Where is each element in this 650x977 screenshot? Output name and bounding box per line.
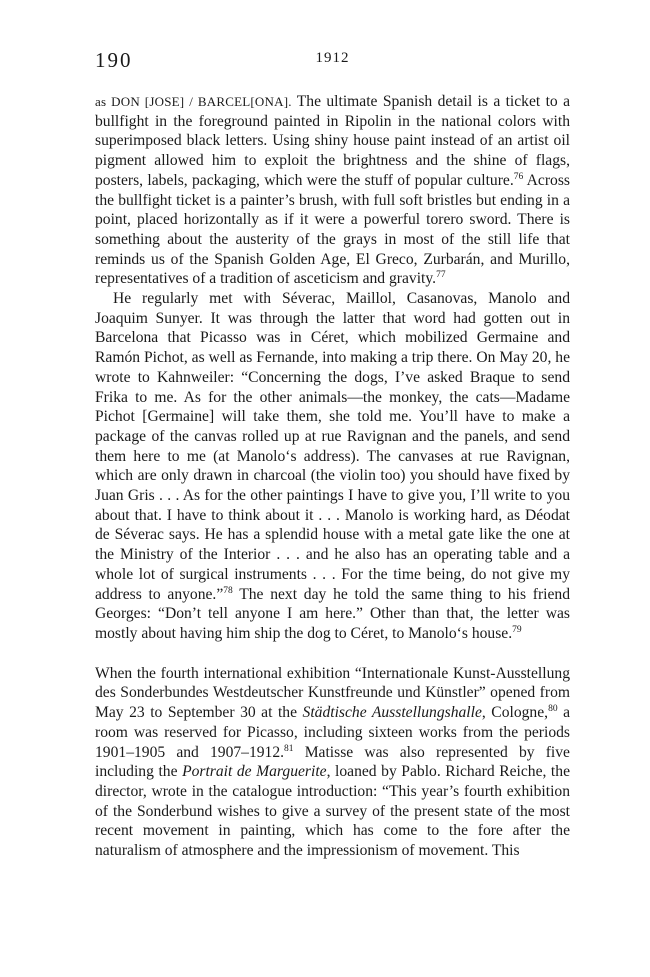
running-header <box>95 48 570 72</box>
paragraph-2 <box>95 289 570 644</box>
paragraph-3 <box>95 664 570 861</box>
italic-venue: Städtische Ausstellungshalle <box>302 704 482 722</box>
paragraph-3-text-a: When the fourth international exhibition “Internationale Kunst-Ausstellung des Sonderbundes Westdeutscher Kunstfreunde und Künstler” opened from May 23 to September 30 at the <box>95 664 570 722</box>
italic-artwork-title: Portrait de Marguerite <box>182 763 327 781</box>
paragraph-1-text-b: Across the bullfight ticket is a painter’s brush, with full soft bristles but ending in a point, placed horizontally as if it were a powerful torero sword. There is something about the austerity of the grays in most of the still life that reminds us of the Spanish Golden Age, El Greco, Zurbarán, and Murillo, representatives of a tradition of asceticism and gravity. <box>95 171 570 288</box>
footnote-ref-76: 76 <box>513 171 524 182</box>
body-text <box>95 92 570 861</box>
paragraph-3-text-c: a room was reserved for Picasso, including sixteen works from the periods 1901–1905 and 1907–1912. <box>95 704 571 761</box>
paragraph-2-text-b: The next day he told the same thing to his friend Georges: “Don’t tell anyone I am here.” Other than that, the letter was mostly about having him ship the dog to Céret, to Manolo‘s house. <box>95 585 571 642</box>
paragraph-3-text-d: Matisse was also represented by five including the <box>95 743 570 781</box>
footnote-ref-79: 79 <box>512 624 522 635</box>
paragraph-3-text-b: , Cologne, <box>481 704 549 722</box>
page-number: 190 <box>95 48 133 72</box>
paragraph-1-text-a: The ultimate Spanish detail is a ticket to a bullfight in the foreground painted in Ripolin in the national colors with superimposed black letters. Using shiny house paint instead of an artist oil pigment allowed him to exploit the brightness and the shine of flags, posters, labels, packaging, which were the stuff of popular culture. <box>95 93 570 189</box>
paragraph-2-text-a: He regularly met with Séverac, Maillol, Casanovas, Manolo and Joaquim Sunyer. It was through the latter that word had gotten out in Barcelona that Picasso was in Céret, which mobilized Germaine and Ramón Pichot, as well as Fernande, into making a trip there. On May 20, he wrote to Kahnweiler: “Concerning the dogs, I’ve asked Braque to send Frika to me. As for the other animals—the monkey, the cats—Madame Pichot [Germaine] will take them, she told me. You’ll have to make a package of the canvas rolled up at rue Ravignan and the panels, and send them here to me (at Manolo‘s address). The canvases at rue Ravignan, which are only drawn in charcoal (the violin too) you should have fixed by Juan Gris . . . As for the other paintings I have to give you, I’ll write to you about that. I have to think about it . . . Manolo is working hard, as Déodat de Séverac says. He has a splendid house with a metal gate like the one at the Ministry of the Interior . . . and he also has an operating table and a whole lot of surgical instruments . . . For the time being, do not give my address to anyone.” <box>95 290 570 603</box>
footnote-ref-78: 78 <box>223 585 233 596</box>
running-title: 1912 <box>315 50 350 66</box>
footnote-ref-77: 77 <box>436 270 446 281</box>
footnote-ref-81: 81 <box>284 743 294 754</box>
footnote-ref-80: 80 <box>548 704 558 715</box>
paragraph-1 <box>95 92 570 289</box>
paragraph-3-text-e: , loaned by Pablo. Richard Reiche, the director, wrote in the catalogue introduction: “This year’s fourth exhibition of the Sonderbund wishes to give a survey of the present state of the most recent movement in painting, which has come to the fore after the naturalism of atmosphere and the impressionism of movement. This <box>95 763 570 860</box>
inscription-smallcaps: as DON [JOSE] / BARCEL[ONA]. <box>95 94 292 109</box>
